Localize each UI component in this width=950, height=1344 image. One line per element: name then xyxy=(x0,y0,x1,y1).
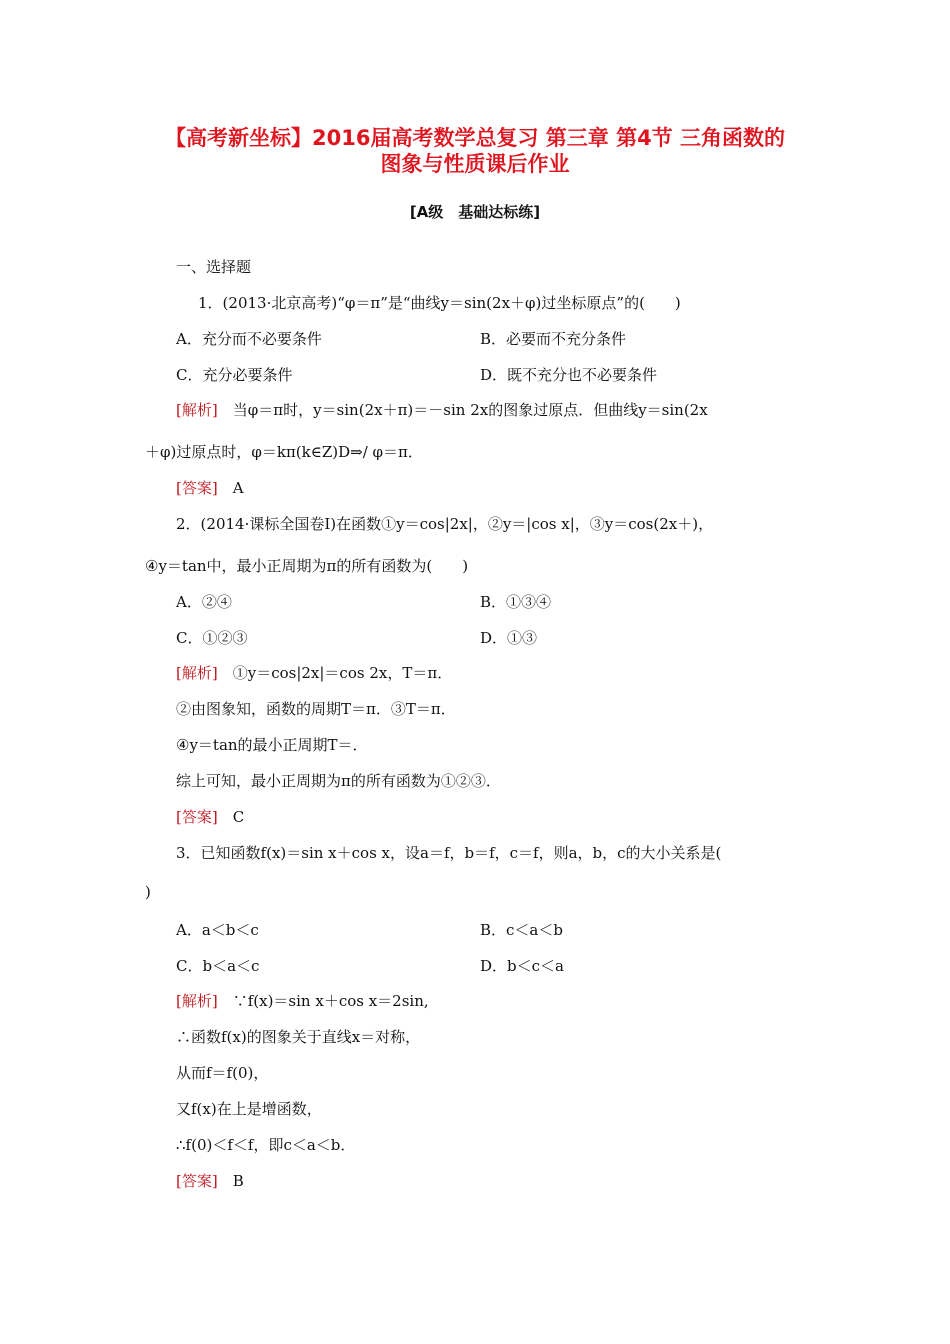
q1-option-b: B．必要而不充分条件 xyxy=(480,330,627,348)
q1-analysis-line2: ＋φ)过原点时，φ＝kπ(k∈Z)D⇒/ φ＝π． xyxy=(145,443,423,461)
answer-tag: [答案] xyxy=(176,808,218,826)
answer-tag: [答案] xyxy=(176,1172,218,1190)
q1-option-c: C．充分必要条件 xyxy=(176,366,293,384)
q2-analysis-line4: 综上可知，最小正周期为π的所有函数为①②③． xyxy=(176,772,501,790)
q1-option-d: D．既不充分也不必要条件 xyxy=(480,366,658,384)
q1-analysis-text1: 当φ＝π时，y＝sin(2x＋π)＝－sin 2x的图象过原点．但曲线y＝sin(2x xyxy=(217,401,708,419)
q1-stem: 1．(2013·北京高考)“φ＝π”是“曲线y＝sin(2x＋φ)过坐标原点”的( ) xyxy=(198,294,681,312)
level-heading: [A级 基础达标练] xyxy=(409,203,541,221)
document-title-line2: 图象与性质课后作业 xyxy=(380,152,570,176)
answer-tag: [答案] xyxy=(176,479,218,497)
analysis-tag: [解析] xyxy=(176,664,218,682)
q2-option-b: B．①③④ xyxy=(480,593,552,611)
q3-analysis-line3: 从而f＝f(0)， xyxy=(176,1064,269,1082)
q3-option-d: D．b＜c＜a xyxy=(480,957,564,975)
q3-answer-value: B xyxy=(217,1172,244,1190)
q1-option-a: A．充分而不必要条件 xyxy=(176,330,322,348)
q3-analysis-line2: ∴函数f(x)的图象关于直线x＝对称， xyxy=(176,1028,421,1046)
q2-analysis-text1: ①y＝cos|2x|＝cos 2x，T＝π． xyxy=(217,664,453,682)
q2-analysis-line1 xyxy=(176,663,452,683)
document-title-line1: 【高考新坐标】2016届高考数学总复习 第三章 第4节 三角函数的 xyxy=(165,126,785,150)
q3-option-b: B．c＜a＜b xyxy=(480,921,563,939)
q3-stem-line2: ) xyxy=(145,883,151,901)
q3-analysis-line1 xyxy=(176,991,429,1011)
q2-stem-line1: 2．(2014·课标全国卷Ⅰ)在函数①y＝cos|2x|，②y＝|cos x|，③y＝cos(2x＋)， xyxy=(176,515,714,533)
q3-option-a: A．a＜b＜c xyxy=(176,921,259,939)
q2-analysis-line3: ④y＝tan的最小正周期T＝． xyxy=(176,736,368,754)
q1-analysis-line1 xyxy=(176,400,708,420)
q3-analysis-line4: 又f(x)在上是增函数， xyxy=(176,1100,322,1118)
q2-option-a: A．②④ xyxy=(176,593,232,611)
analysis-tag: [解析] xyxy=(176,401,218,419)
q2-option-d: D．①③ xyxy=(480,629,538,647)
q2-analysis-line2: ②由图象知，函数的周期T＝π．③T＝π． xyxy=(176,700,456,718)
analysis-tag: [解析] xyxy=(176,992,218,1010)
q3-stem-line1: 3．已知函数f(x)＝sin x＋cos x，设a＝f，b＝f，c＝f，则a，b，c的大小关系是( xyxy=(176,844,722,862)
q3-analysis-text1: ∵f(x)＝sin x＋cos x＝2sin, xyxy=(217,992,429,1010)
q1-answer-value: A xyxy=(217,479,244,497)
q2-stem-line2: ④y＝tan中，最小正周期为π的所有函数为( ) xyxy=(145,557,469,575)
q3-option-c: C．b＜a＜c xyxy=(176,957,260,975)
section-heading: 一、选择题 xyxy=(176,258,252,276)
q2-answer-value: C xyxy=(217,808,245,826)
q1-answer xyxy=(176,478,244,498)
q3-analysis-line5: ∴f(0)＜f＜f，即c＜a＜b． xyxy=(176,1136,356,1154)
q2-option-c: C．①②③ xyxy=(176,629,248,647)
q2-answer xyxy=(176,807,244,827)
q3-answer xyxy=(176,1171,244,1191)
